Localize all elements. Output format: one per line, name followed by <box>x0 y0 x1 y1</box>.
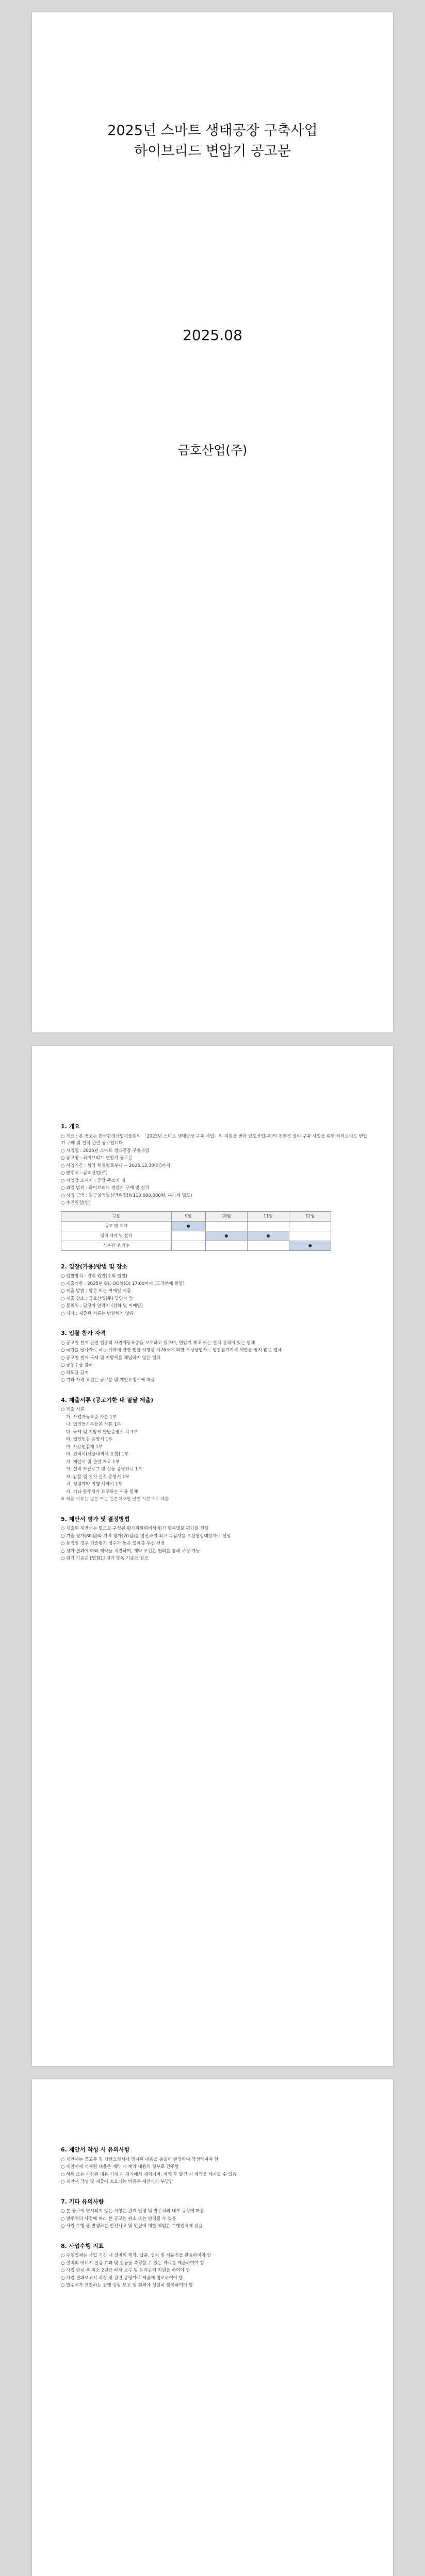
s3-line: ○ 공고일 현재 국세 및 지방세를 체납하지 않은 업체 <box>61 1355 161 1361</box>
schedule-cell: ● <box>171 1221 205 1231</box>
section-7 <box>61 2198 368 2230</box>
cover-title-line-1: 2025년 스마트 생태공장 구축사업 <box>107 123 318 139</box>
s4-line: 마. 사용인감계 1부 <box>66 1444 103 1450</box>
schedule-row <box>61 1221 331 1231</box>
section-8 <box>61 2243 368 2290</box>
s6-line: ○ 제안서에 기재된 내용은 계약 시 계약 내용의 일부로 간주함 <box>61 2164 179 2170</box>
s8-line: ○ 설비의 에너지 절감 효과 및 성능을 측정할 수 있는 자료를 제출하여야 함 <box>61 2260 204 2266</box>
s5-line: ○ 제출된 제안서는 별도로 구성된 평가위원회에서 평가 항목별로 평가를 진행 <box>61 1526 209 1531</box>
schedule-cell: 공고 및 계약 <box>61 1221 172 1231</box>
s2-line: ○ 입찰방식 : 견적 입찰(수의 입찰) <box>61 1274 127 1279</box>
schedule-cell: 설비 제작 및 설치 <box>61 1231 172 1241</box>
schedule-cell: ● <box>247 1231 289 1241</box>
s4-line: 가. 사업자등록증 사본 1부 <box>66 1414 117 1420</box>
schedule-cell <box>205 1241 247 1250</box>
s5-line: ○ 평가 결과에 따라 계약을 체결하며, 계약 조건은 협의를 통해 조정 가능 <box>61 1548 200 1554</box>
section-4-title: 4. 제출서류 (공고기한 내 필달 제출) <box>61 1396 154 1403</box>
section-5 <box>61 1516 368 1563</box>
s1-line: ○ 사업기간 : 협약 체결일로부터 ~ 2025.12.30(화)까지 <box>61 1163 171 1168</box>
s6-line: ○ 제안서는 공고문 및 제안요청서에 명시된 내용을 충실히 반영하여 작성하여야 함 <box>61 2157 219 2162</box>
s4-line: 차. 청렴계약 이행 서약서 1부 <box>66 1482 123 1487</box>
s1-line: ○ 개요 : 본 공고는 한국환경산업기술원의 「2025년 스마트 생태공장 구축 사업」의 지원을 받아 금호산업(주)의 친환경 설비 구축 사업을 위한 하이브리드 변압기 구매 및 설치 관련 공고입니다. <box>61 1133 368 1146</box>
s2-line: ○ 문의처 : 담당자 연락처 (전화 및 이메일) <box>61 1303 143 1309</box>
cover-date: 2025.08 <box>183 327 242 344</box>
s6-line: ○ 제안서 작성 및 제출에 소요되는 비용은 제안사가 부담함 <box>61 2179 173 2184</box>
schedule-cell <box>171 1241 205 1250</box>
schedule-cell <box>289 1221 331 1231</box>
s8-line: ○ 사업 완료 후 최소 2년간 하자 보수 및 유지관리 지원을 하여야 함 <box>61 2268 190 2273</box>
s7-line: ○ 본 공고에 명시되지 않은 사항은 관계 법령 및 발주처의 내부 규정에 따름 <box>61 2209 204 2214</box>
section-5-title: 5. 제안서 평가 및 결정방법 <box>61 1515 130 1522</box>
s4-line: ○ 제출 서류 <box>61 1407 85 1412</box>
cover-title-line-2: 하이브리드 변압기 공고문 <box>134 143 291 159</box>
cover-title <box>32 121 393 162</box>
s1-line: ○ 발주처 : 금호산업(주) <box>61 1171 108 1176</box>
s3-line: ○ 하도급 금지 <box>61 1370 89 1376</box>
section-7-title: 7. 기타 유의사항 <box>61 2198 104 2205</box>
s5-line: ○ 평가 기준은 [별첨1] 평가 항목 기준표 참조 <box>61 1556 149 1561</box>
section-3 <box>61 1330 368 1384</box>
s4-line: 아. 설비 카탈로그 및 성능 증빙자료 1부 <box>66 1467 142 1472</box>
schedule-cell: ● <box>289 1241 331 1250</box>
s4-line: 사. 제안서 및 관련 자료 1부 <box>66 1459 120 1465</box>
s1-line: ○ 사업 금액 : 일금일억일천만원정(￦110,000,000원, 부가세 별도) <box>61 1193 192 1198</box>
schedule-table <box>61 1211 331 1251</box>
schedule-row <box>61 1231 331 1241</box>
section-4 <box>61 1397 368 1503</box>
s5-line: ○ 동점일 경우 기술평가 점수가 높은 업체를 우선 선정 <box>61 1541 165 1546</box>
s4-line: 라. 법인인감 증명서 1부 <box>66 1437 113 1442</box>
schedule-header: 구분 <box>61 1211 172 1221</box>
s4-line: 다. 국세 및 지방세 완납증명서 각 1부 <box>66 1429 138 1435</box>
cover-page <box>32 12 393 1032</box>
section-2-title: 2. 입찰(가용)방법 및 장소 <box>61 1263 128 1270</box>
schedule-header: 10월 <box>205 1211 247 1221</box>
schedule-cell <box>247 1241 289 1250</box>
page-3-body <box>61 2146 368 2302</box>
schedule-header: 12월 <box>289 1211 331 1221</box>
s1-line: ○ 추진일정(안) <box>61 1200 91 1206</box>
s1-line: ○ 공고명 : 하이브리드 변압기 공고문 <box>61 1156 133 1161</box>
section-2 <box>61 1263 368 1318</box>
s8-line: ○ 사업 결과보고서 작성 및 관련 증빙자료 제출에 협조하여야 함 <box>61 2275 184 2281</box>
schedule-row <box>61 1241 331 1250</box>
s6-line: ○ 허위 또는 과장된 내용 기재 시 평가에서 제외되며, 계약 후 발견 시 계약을 해지할 수 있음 <box>61 2172 237 2177</box>
content-page-1 <box>32 1046 393 2066</box>
s4-line: 카. 기타 발주처가 요구하는 서류 일체 <box>66 1489 138 1495</box>
schedule-header: 11월 <box>247 1211 289 1221</box>
s3-line: ○ 공고일 현재 관련 업종의 사업자등록증을 보유하고 있으며, 변압기 제조 또는 설치 실적이 있는 업체 <box>61 1340 255 1346</box>
s5-line: ○ 기술 평가(80점)와 가격 평가(20점)를 합산하여 최고 득점자를 우선협상대상자로 선정 <box>61 1533 231 1539</box>
s1-line: ○ 사업장 소재지 : 공장 주소지 내 <box>61 1178 126 1183</box>
page-2-body <box>61 1123 368 1575</box>
section-8-title: 8. 사업수행 지표 <box>61 2242 104 2249</box>
s1-line: ○ 사업명 : 2025년 스마트 생태공장 구축사업 <box>61 1148 150 1154</box>
section-1-title: 1. 개요 <box>61 1123 80 1130</box>
schedule-cell <box>205 1221 247 1231</box>
s4-line: 바. 견적서(산출내역서 포함) 1부 <box>66 1452 129 1457</box>
s1-line: ○ 과업 범위 : 하이브리드 변압기 구매 및 설치 <box>61 1185 150 1191</box>
s7-line: ○ 사업 수행 중 발생하는 안전사고 및 민원에 대한 책임은 수행업체에 있음 <box>61 2224 203 2229</box>
s4-line: 자. 납품 및 설치 실적 증명서 1부 <box>66 1474 129 1480</box>
schedule-cell: 시운전 및 검수 <box>61 1241 172 1250</box>
s3-line: ○ 기타 자격 요건은 공고문 및 제안요청서에 따름 <box>61 1378 155 1383</box>
s2-line: ○ 제출기한 : 2025년 8월 OO일(O) 17:00까지 (도착분에 한함) <box>61 1281 185 1286</box>
s2-line: ○ 제출 방법 : 방문 또는 이메일 제출 <box>61 1289 131 1294</box>
section-3-title: 3. 입찰 참가 자격 <box>61 1330 106 1336</box>
schedule-cell <box>171 1231 205 1241</box>
s7-line: ○ 발주처의 사정에 따라 본 공고는 취소 또는 변경될 수 있음 <box>61 2216 176 2222</box>
s4-line: ※ 제출 서류는 원본 또는 원본대조필 날인 사본으로 제출 <box>61 1497 169 1502</box>
section-1 <box>61 1123 368 1251</box>
schedule-cell: ● <box>205 1231 247 1241</box>
s8-line: ○ 수행업체는 사업 기간 내 설비의 제작, 납품, 설치 및 시운전을 완료하여야 함 <box>61 2253 211 2258</box>
schedule-cell <box>247 1221 289 1231</box>
s8-line: ○ 발주처가 요청하는 진행 상황 보고 및 회의에 성실히 참여하여야 함 <box>61 2283 193 2288</box>
schedule-header: 9월 <box>171 1211 205 1221</box>
section-6-title: 6. 제안서 작성 시 유의사항 <box>61 2146 130 2153</box>
s2-line: ○ 제출 장소 : 금호산업(주) 담당자 앞 <box>61 1296 133 1301</box>
s3-line: ○ 국가를 당사자로 하는 계약에 관한 법률 시행령 제76조에 의한 부정당업자로 입찰참가자격 제한을 받지 않은 업체 <box>61 1348 282 1353</box>
content-page-2 <box>32 2079 393 2576</box>
s2-line: ○ 기타 : 제출된 서류는 반환하지 않음 <box>61 1311 134 1316</box>
cover-company: 금호산업(주) <box>177 443 248 457</box>
section-6 <box>61 2146 368 2186</box>
schedule-cell <box>289 1231 331 1241</box>
s3-line: ○ 공동수급 불허 <box>61 1363 93 1368</box>
s4-line: 나. 법인등기부등본 사본 1부 <box>66 1422 121 1427</box>
